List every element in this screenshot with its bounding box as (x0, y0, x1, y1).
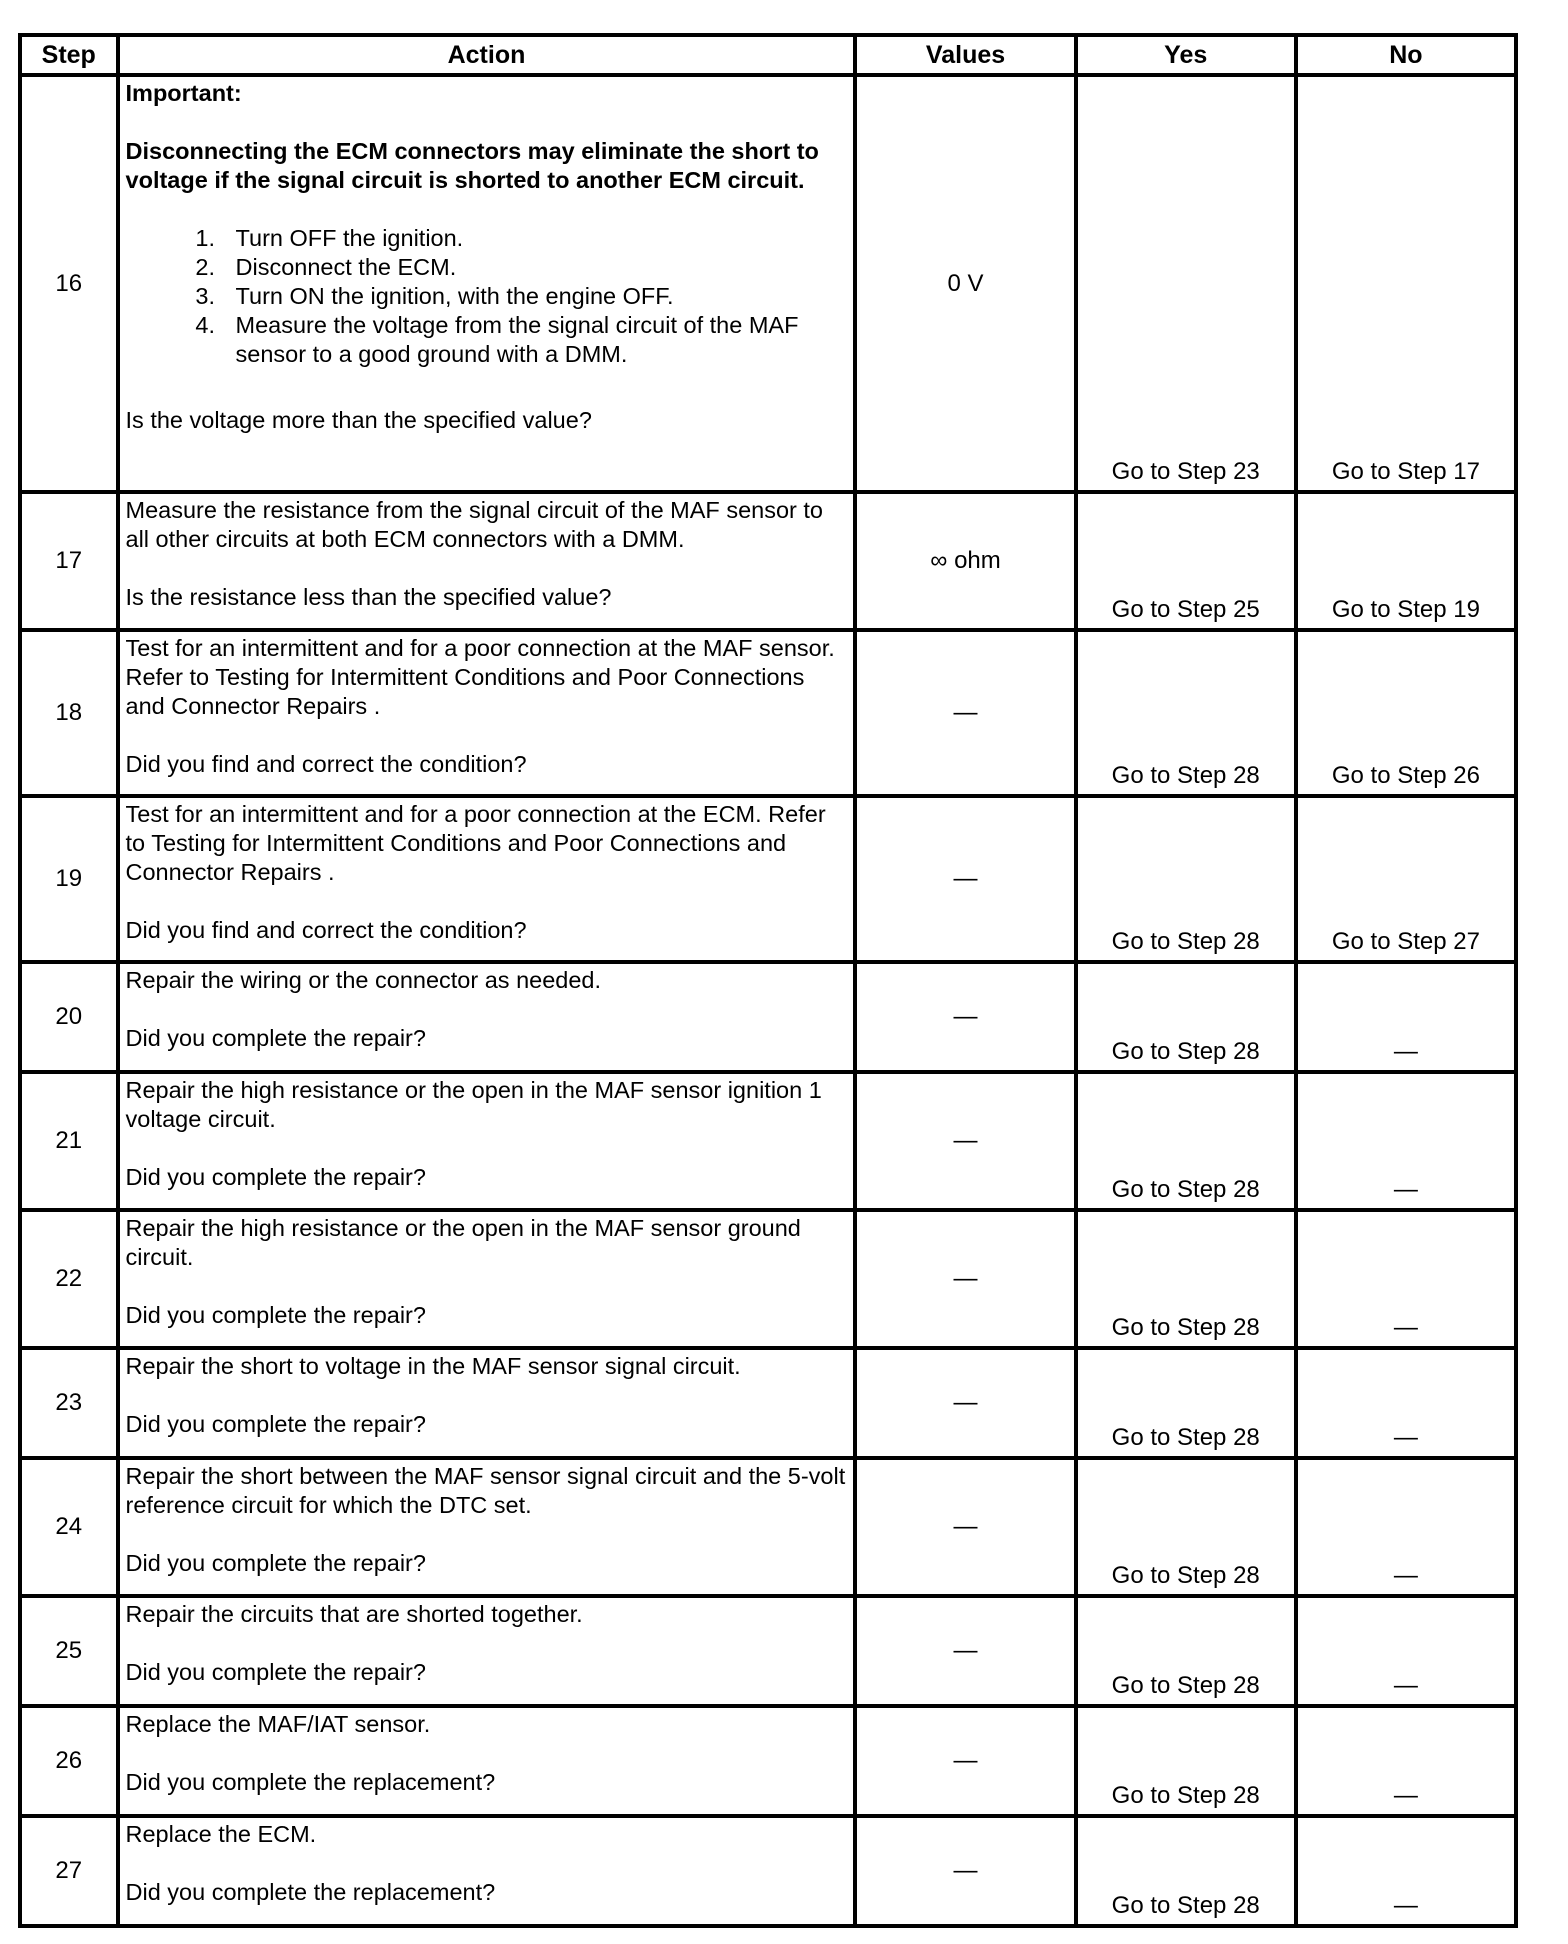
list-item: 3. Turn ON the ignition, with the engine OFF. (222, 282, 848, 311)
table-row (20, 962, 1516, 1072)
table-row (20, 1596, 1516, 1706)
table-row (20, 1458, 1516, 1596)
value-cell: ∞ ohm (855, 492, 1075, 630)
action-question: Did you complete the repair? (125, 1164, 426, 1190)
action-question: Did you complete the repair? (125, 1411, 426, 1437)
header-no: No (1296, 35, 1516, 75)
value-cell: — (855, 1706, 1075, 1816)
yes-cell: Go to Step 28 (1076, 1596, 1296, 1706)
action-cell (118, 1348, 856, 1458)
value-cell: — (855, 962, 1075, 1072)
table-row (20, 1072, 1516, 1210)
step-number: 20 (20, 962, 118, 1072)
action-text: Measure the resistance from the signal circuit of the MAF sensor to all other circuits at both ECM connectors with a DMM. (125, 497, 823, 552)
action-text: Repair the high resistance or the open in the MAF sensor ground circuit. (125, 1215, 801, 1270)
action-cell (118, 962, 856, 1072)
diagnostic-table (18, 33, 1518, 1928)
action-question: Did you complete the repair? (125, 1550, 426, 1576)
table-row (20, 1706, 1516, 1816)
list-item: 4. Measure the voltage from the signal circuit of the MAF sensor to a good ground with a DMM. (222, 311, 848, 369)
action-question: Did you find and correct the condition? (125, 917, 527, 943)
table-row (20, 492, 1516, 630)
yes-cell: Go to Step 28 (1076, 1072, 1296, 1210)
action-text: Repair the circuits that are shorted together. (125, 1601, 583, 1627)
action-cell (118, 796, 856, 962)
action-cell (118, 1596, 856, 1706)
yes-cell: Go to Step 28 (1076, 1816, 1296, 1926)
table-row (20, 1816, 1516, 1926)
action-cell (118, 630, 856, 796)
action-question: Is the voltage more than the specified value? (125, 407, 592, 433)
step-number: 23 (20, 1348, 118, 1458)
action-text: Replace the ECM. (125, 1821, 317, 1847)
header-yes: Yes (1076, 35, 1296, 75)
table-row (20, 630, 1516, 796)
no-cell: — (1296, 1458, 1516, 1596)
step-number: 19 (20, 796, 118, 962)
table-row (20, 75, 1516, 492)
yes-cell: Go to Step 25 (1076, 492, 1296, 630)
yes-cell: Go to Step 28 (1076, 962, 1296, 1072)
no-cell: — (1296, 962, 1516, 1072)
value-cell: — (855, 630, 1075, 796)
step-number: 21 (20, 1072, 118, 1210)
step-number: 25 (20, 1596, 118, 1706)
yes-cell: Go to Step 28 (1076, 630, 1296, 796)
value-cell: — (855, 1458, 1075, 1596)
action-cell (118, 1210, 856, 1348)
list-item: 2. Disconnect the ECM. (222, 253, 848, 282)
action-question: Did you complete the replacement? (125, 1879, 496, 1905)
yes-cell: Go to Step 23 (1076, 75, 1296, 492)
step-number: 17 (20, 492, 118, 630)
action-question: Did you complete the repair? (125, 1025, 426, 1051)
step-number: 22 (20, 1210, 118, 1348)
action-question: Did you complete the repair? (125, 1659, 426, 1685)
header-action: Action (118, 35, 856, 75)
list-item: 1. Turn OFF the ignition. (222, 224, 848, 253)
action-question: Is the resistance less than the specified value? (125, 584, 612, 610)
yes-cell: Go to Step 28 (1076, 796, 1296, 962)
step-number: 24 (20, 1458, 118, 1596)
no-cell: — (1296, 1816, 1516, 1926)
no-cell: Go to Step 19 (1296, 492, 1516, 630)
no-cell: — (1296, 1706, 1516, 1816)
action-text: Test for an intermittent and for a poor connection at the ECM. Refer to Testing for Intermittent Conditions and Poor Connections and Connector Repairs . (125, 801, 826, 885)
table-row (20, 796, 1516, 962)
no-cell: Go to Step 26 (1296, 630, 1516, 796)
action-cell (118, 1458, 856, 1596)
header-values: Values (855, 35, 1075, 75)
no-cell: — (1296, 1072, 1516, 1210)
important-label: Important: (125, 80, 242, 106)
value-cell: — (855, 1816, 1075, 1926)
action-cell (118, 1816, 856, 1926)
action-text: Repair the short to voltage in the MAF sensor signal circuit. (125, 1353, 741, 1379)
action-text: Repair the high resistance or the open in the MAF sensor ignition 1 voltage circuit. (125, 1077, 822, 1132)
value-cell: — (855, 1348, 1075, 1458)
table-row (20, 1348, 1516, 1458)
procedure-list (126, 224, 848, 369)
value-cell: — (855, 1072, 1075, 1210)
yes-cell: Go to Step 28 (1076, 1210, 1296, 1348)
yes-cell: Go to Step 28 (1076, 1458, 1296, 1596)
step-number: 27 (20, 1816, 118, 1926)
important-text: Disconnecting the ECM connectors may eliminate the short to voltage if the signal circuit is shorted to another ECM circuit. (125, 138, 819, 193)
table-row (20, 1210, 1516, 1348)
action-cell (118, 1072, 856, 1210)
action-question: Did you find and correct the condition? (125, 751, 527, 777)
value-cell: — (855, 796, 1075, 962)
header-step: Step (20, 35, 118, 75)
action-cell (118, 1706, 856, 1816)
action-text: Replace the MAF/IAT sensor. (125, 1711, 431, 1737)
yes-cell: Go to Step 28 (1076, 1348, 1296, 1458)
value-cell: 0 V (855, 75, 1075, 492)
action-cell (118, 492, 856, 630)
action-question: Did you complete the repair? (125, 1302, 426, 1328)
value-cell: — (855, 1210, 1075, 1348)
action-text: Repair the wiring or the connector as needed. (125, 967, 602, 993)
no-cell: — (1296, 1596, 1516, 1706)
step-number: 26 (20, 1706, 118, 1816)
action-question: Did you complete the replacement? (125, 1769, 496, 1795)
no-cell: Go to Step 17 (1296, 75, 1516, 492)
action-cell (118, 75, 856, 492)
step-number: 18 (20, 630, 118, 796)
yes-cell: Go to Step 28 (1076, 1706, 1296, 1816)
action-text: Repair the short between the MAF sensor signal circuit and the 5-volt reference circuit for which the DTC set. (125, 1463, 846, 1518)
header-row (20, 35, 1516, 75)
step-number: 16 (20, 75, 118, 492)
no-cell: Go to Step 27 (1296, 796, 1516, 962)
action-text: Test for an intermittent and for a poor connection at the MAF sensor. Refer to Testing for Intermittent Conditions and Poor Connections and Connector Repairs . (125, 635, 835, 719)
no-cell: — (1296, 1348, 1516, 1458)
value-cell: — (855, 1596, 1075, 1706)
no-cell: — (1296, 1210, 1516, 1348)
